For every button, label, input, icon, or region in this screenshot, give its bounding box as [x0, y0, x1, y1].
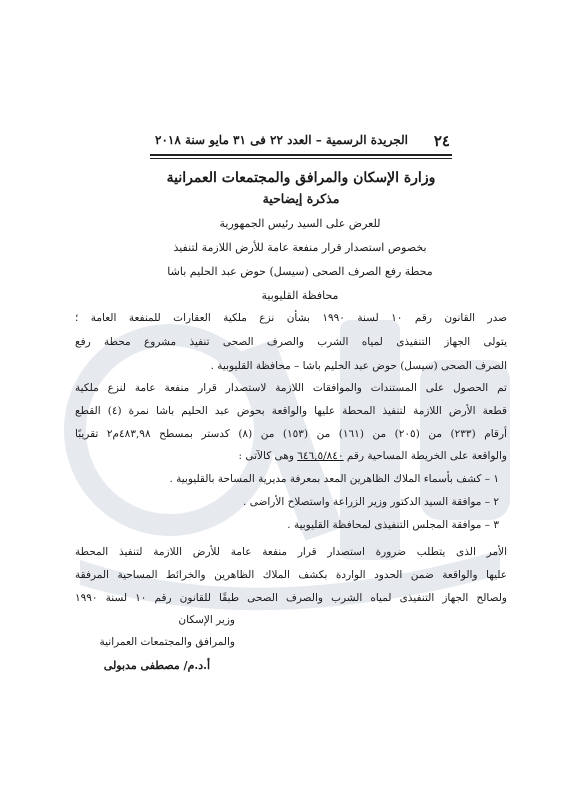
map-number: ٦٤٦,٥/٨٤٠: [297, 450, 344, 462]
signatory-name: أ.د.م/ مصطفى مدبولى: [103, 659, 210, 672]
body-paragraph-line: [75, 450, 507, 462]
map-text-before: والواقعة على الخريطة المساحية رقم: [343, 450, 507, 462]
intro-line: محافظة القليوبية: [261, 289, 339, 302]
body-paragraph-line: صدر القانون رقم ١٠ لسنة ١٩٩٠ بشأن نزع ملكية العقارات للمنفعة العامة ؛: [75, 312, 507, 324]
body-paragraph-line: عليها والواقعة ضمن الحدود الواردة بكشف الملاك الظاهرين والخرائط المساحية المرفقة: [75, 569, 507, 581]
body-paragraph-line: أرقام (٢٣٣) من (٢٠٥) من (١٦١) من (١٥٣) من (٨) كدستر بمسطح ٤٨٣,٩٨م٢ تقريبًا: [75, 428, 507, 440]
body-paragraph-line: ولصالح الجهاز التنفيذى لمياه الشرب والصرف الصحى طبقًا للقانون رقم ١٠ لسنة ١٩٩٠: [75, 592, 507, 604]
body-paragraph-line: الأمر الذى يتطلب ضرورة استصدار قرار منفعة عامة للأرض اللازمة لتنفيذ المحطة: [75, 546, 507, 558]
intro-line: محطة رفع الصرف الصحى (سيسل) حوض عبد الحليم باشا: [167, 265, 433, 278]
header-divider: [150, 154, 452, 159]
memo-subtitle: مذكرة إيضاحية: [262, 191, 340, 206]
ministry-title: وزارة الإسكان والمرافق والمجتمعات العمرانية: [166, 170, 436, 186]
list-item: ٢ – موافقة السيد الدكتور وزير الزراعة واستصلاح الأراضى .: [243, 496, 499, 508]
map-text-after: وهى كالآتى :: [238, 450, 298, 462]
body-paragraph-line: تم الحصول على المستندات والموافقات اللازمة لاستصدار قرار منفعة عامة لنزع ملكية: [75, 382, 507, 394]
signature-title: وزير الإسكان: [178, 614, 235, 626]
list-item: ٣ – موافقة المجلس التنفيذى لمحافظة القليوبية .: [287, 519, 499, 531]
running-title: الجريدة الرسمية – العدد ٢٢ فى ٣١ مايو سنة ٢٠١٨: [155, 133, 408, 147]
page-number: ٢٤: [433, 132, 450, 150]
body-paragraph-line: الصرف الصحى (سيسل) حوض عبد الحليم باشا – محافظة القليوبية .: [210, 360, 507, 372]
intro-line: بخصوص استصدار قرار منفعة عامة للأرض اللازمة لتنفيذ: [173, 241, 427, 254]
page-header: [150, 132, 450, 152]
signature-title: والمرافق والمجتمعات العمرانية: [99, 636, 235, 648]
intro-line: للعرض على السيد رئيس الجمهورية: [219, 217, 381, 230]
list-item: ١ – كشف بأسماء الملاك الظاهرين المعد بمعرفة مديرية المساحة بالقليوبية .: [169, 473, 499, 485]
body-paragraph-line: يتولى الجهاز التنفيذى لمياه الشرب والصرف الصحى تنفيذ مشروع محطة رفع: [75, 336, 507, 348]
body-paragraph-line: قطعة الأرض اللازمة لتنفيذ المحطة عليها والواقعة بحوض عبد الحليم باشا نمرة (٤) القطع: [75, 405, 507, 417]
